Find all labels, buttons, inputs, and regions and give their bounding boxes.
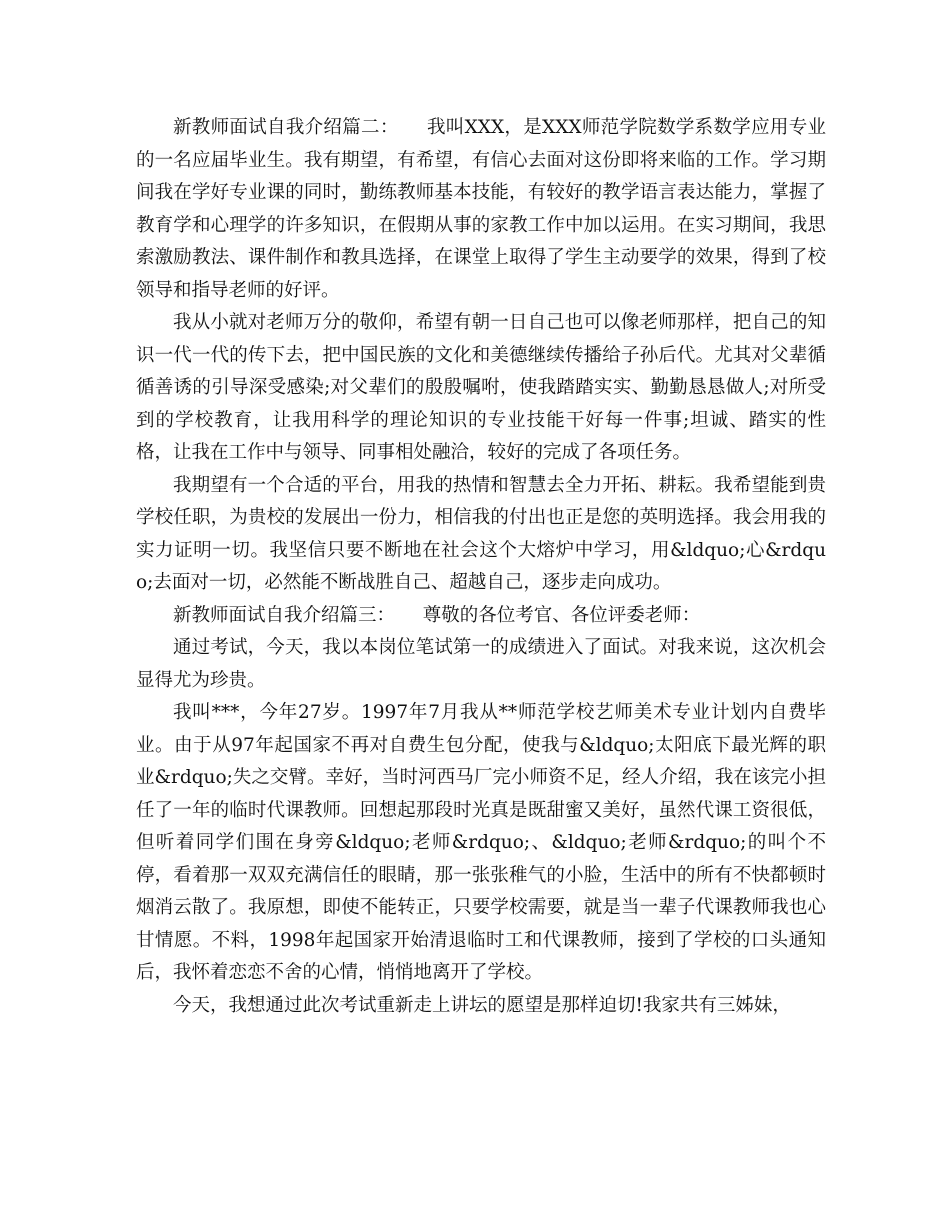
paragraph-7: 今天，我想通过此次考试重新走上讲坛的愿望是那样迫切!我家共有三姊妹， (173, 994, 791, 1016)
paragraph-1: 新教师面试自我介绍篇二： 我叫XXX，是XXX师范学院数学系数学应用专业的一名应届毕业生。我有期望，有希望，有信心去面对这份即将来临的工作。学习期间我在学好专业课的同时，勤练教师基本技能，有较好的教学语言表达能力，掌握了教育学和心理学的许多知识，在假期从事的家教工作中加以运用。在实习期间，我思索激励教法、课件制作和教具选择，在课堂上取得了学生主动要学的效果，得到了校领导和指导老师的好评。 (136, 117, 826, 301)
paragraph-5: 通过考试，今天，我以本岗位笔试第一的成绩进入了面试。对我来说，这次机会显得尤为珍贵。 (136, 637, 826, 691)
paragraph-4: 新教师面试自我介绍篇三： 尊敬的各位考官、各位评委老师： (173, 604, 701, 626)
paragraph-3: 我期望有一个合适的平台，用我的热情和智慧去全力开拓、耕耘。我希望能到贵学校任职，为贵校的发展出一份力，相信我的付出也正是您的英明选择。我会用我的实力证明一切。我坚信只要不断地在社会这个大熔炉中学习，用&ldquo;心&rdquo;去面对一切，必然能不断战胜自己、超越自己，逐步走向成功。 (136, 474, 826, 593)
paragraph-6: 我叫***，今年27岁。1997年7月我从**师范学校艺师美术专业计划内自费毕业。由于从97年起国家不再对自费生包分配，使我与&ldquo;太阳底下最光辉的职业&rdquo;失之交臂。幸好，当时河西马厂完小师资不足，经人介绍，我在该完小担任了一年的临时代课教师。回想起那段时光真是既甜蜜又美好，虽然代课工资很低，但听着同学们围在身旁&ldquo;老师&rdquo;、&ldquo;老师&rdquo;的叫个不停，看着那一双双充满信任的眼睛，那一张张稚气的小脸，生活中的所有不快都顿时烟消云散了。我原想，即使不能转正，只要学校需要，就是当一辈子代课教师我也心甘情愿。不料，1998年起国家开始清退临时工和代课教师，接到了学校的口头通知后，我怀着恋恋不舍的心情，悄悄地离开了学校。 (136, 702, 826, 983)
document-body (136, 112, 826, 1022)
paragraph-2: 我从小就对老师万分的敬仰，希望有朝一日自己也可以像老师那样，把自己的知识一代一代的传下去，把中国民族的文化和美德继续传播给子孙后代。尤其对父辈循循善诱的引导深受感染;对父辈们的殷殷嘱咐，使我踏踏实实、勤勤恳恳做人;对所受到的学校教育，让我用科学的理论知识的专业技能干好每一件事;坦诚、踏实的性格，让我在工作中与领导、同事相处融洽，较好的完成了各项任务。 (136, 312, 826, 463)
